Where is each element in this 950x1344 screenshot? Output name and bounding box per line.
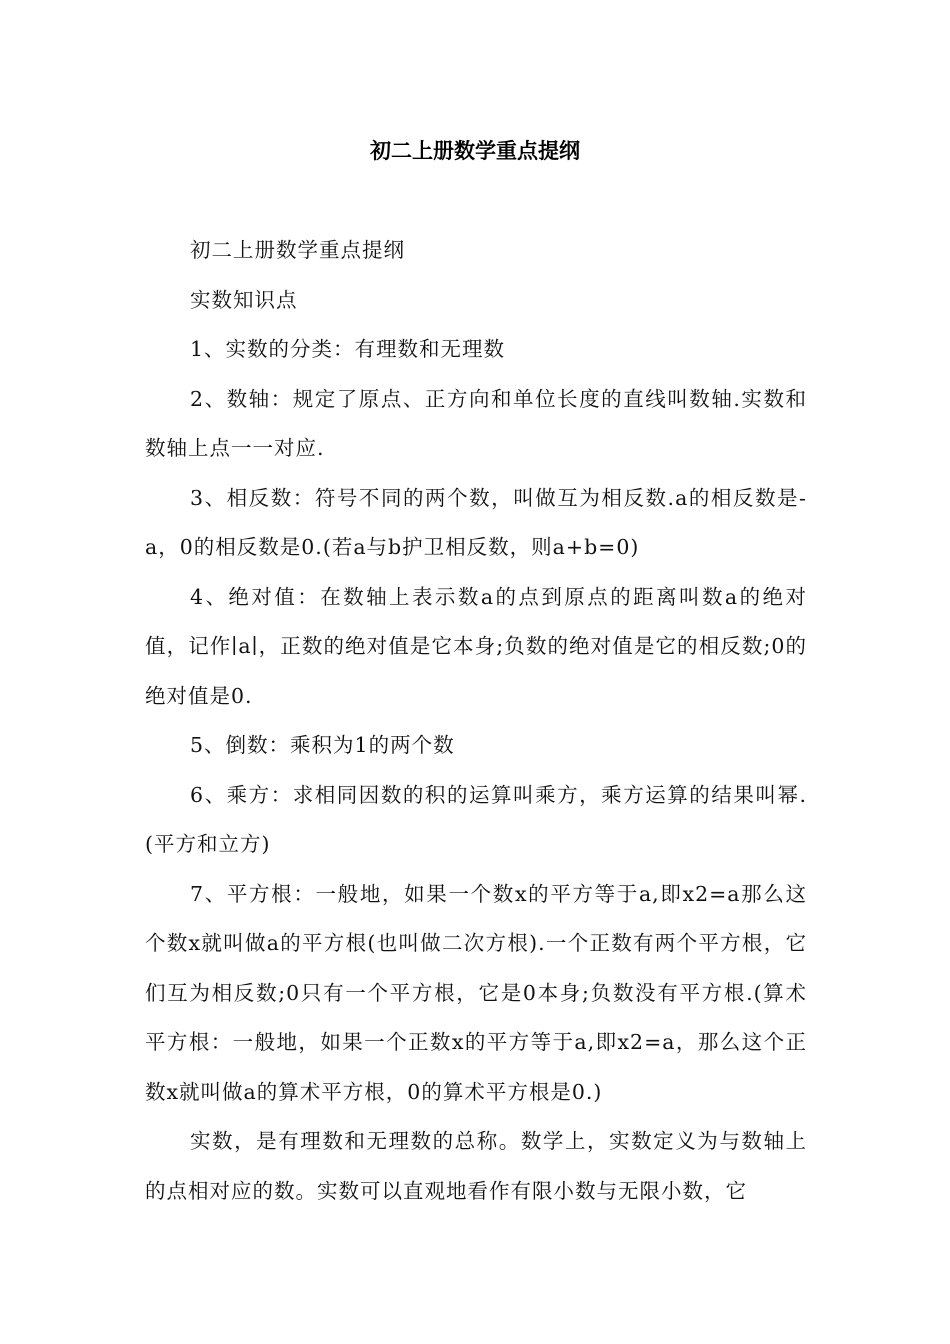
paragraph-heading: 初二上册数学重点提纲 — [190, 238, 405, 262]
paragraph-item-3: 3、相反数：符号不同的两个数，叫做互为相反数.a的相反数是-a，0的相反数是0.(若a与b护卫相反数，则a+b=0) — [145, 485, 807, 559]
paragraph-item-6: 6、乘方：求相同因数的积的运算叫乘方，乘方运算的结果叫幂.(平方和立方) — [145, 782, 807, 856]
paragraph-item-7: 7、平方根：一般地，如果一个数x的平方等于a,即x2=a那么这个数x就叫做a的平方根(也叫做二次方根).一个正数有两个平方根，它们互为相反数;0只有一个平方根，它是0本身;负数没有平方根.(算术平方根：一般地，如果一个正数x的平方等于a,即x2=a，那么这个正数x就叫做a的算术平方根，0的算术平方根是0.) — [145, 881, 807, 1104]
paragraph-item-4: 4、绝对值：在数轴上表示数a的点到原点的距离叫数a的绝对值，记作∣a∣，正数的绝对值是它本身;负数的绝对值是它的相反数;0的绝对值是0. — [145, 584, 807, 708]
paragraph-item-2: 2、数轴：规定了原点、正方向和单位长度的直线叫数轴.实数和数轴上点一一对应. — [145, 386, 807, 460]
document-title: 初二上册数学重点提纲 — [370, 139, 580, 163]
paragraph-item-1: 1、实数的分类：有理数和无理数 — [190, 337, 506, 361]
document-body — [145, 226, 807, 1216]
paragraph-real-numbers: 实数，是有理数和无理数的总称。数学上，实数定义为与数轴上的点相对应的数。实数可以直观地看作有限小数与无限小数，它 — [145, 1129, 807, 1203]
paragraph-item-5: 5、倒数：乘积为1的两个数 — [190, 733, 455, 757]
paragraph-section-title: 实数知识点 — [190, 287, 298, 312]
